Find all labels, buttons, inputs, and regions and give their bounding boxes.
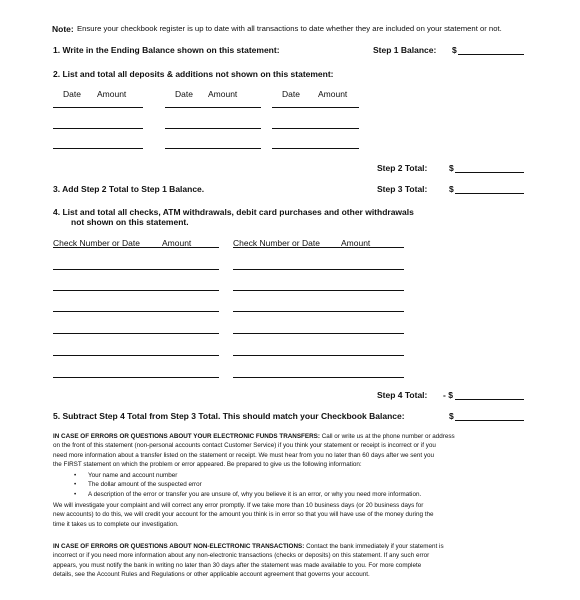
note-text: Ensure your checkbook register is up to date with all transactions to date whether they are included on your statement or not. <box>77 24 502 33</box>
step2-col3-amount: Amount <box>318 89 348 99</box>
step4-col2-check: Check Number or Date <box>233 238 320 248</box>
checkbook-reconciliation-form: Note: Ensure your checkbook register is up to date with all transactions to date whether they are included on your statement or not. 1. Write in the Ending Balance shown on this statement: Step 1 Balance: $ 2. List and total all deposits & additions not shown on this statement: Date Amount Date Amount Date Amount Step 2 Total: $ 3. Add Step 2 Total to Step 1 Balance. Step 3 Total: $ 4. List and total all checks, ATM withdrawals, debit card purchases and other withdrawals not shown on this statement. Check Number or Date Amount Check Number or Date Amount Step 4 Total: - $ 5. Subtract Step 4 Total from Step 3 Total. This should match your Checkbook Balance: $ IN CASE OF ERRORS OR QUESTIONS ABOUT YOUR ELECTRONIC FUNDS TRANSFERS: Call or write us at the phone number or address on the front of this statement (non-personal accounts contact Customer Service) if you think your statement or receipt is incorrect or if you need more information about a transfer listed on the statement or receipt. We must hear from you no later than 60 days after we sent you the FIRST statement on which the problem or error appeared. Be prepared to give us the following information: • Your name and account number • The dollar amount of the suspected error • A description of the error or transfer you are unsure of, why you believe it is an error, or why you need more information. We will investigate your complaint and will correct any error promptly. If we take more than 10 business days (or 20 business days for new accounts) to do this, we will credit your account for the amount you think is in error so that you will have use of the money during the time it takes us to complete our investigation. IN CASE OF ERRORS OR QUESTIONS ABOUT NON-ELECTRONIC TRANSACTIONS: Contact the bank immediately if your statement is incorrect or if you need more information about any non-electronic transactions (checks or deposits) on this statement. If any such error appears, you must notify the bank in writing no later than 30 days after the statement was made available to you. For more complete details, see the Account Rules and Regulations or other applicable account agreement that governs your account. <box>0 0 580 600</box>
withdrawal-entry-field[interactable] <box>233 377 404 378</box>
step2-col2-date: Date <box>175 89 193 99</box>
non-eft-line: details, see the Account Rules and Regulations or other applicable account agreement that governs your account. <box>53 570 370 578</box>
withdrawal-entry-field[interactable] <box>53 311 219 312</box>
step4-col1-header-rule <box>53 247 219 248</box>
step4-total-field[interactable] <box>455 399 524 400</box>
step1-instruction: 1. Write in the Ending Balance shown on this statement: <box>53 45 280 55</box>
step2-col3-date: Date <box>282 89 300 99</box>
eft-after-line: new accounts) to do this, we will credit your account for the amount you think is in error so that you will have use of the money during the <box>53 511 434 519</box>
deposit-entry-field[interactable] <box>165 128 261 129</box>
step5-total-field[interactable] <box>455 420 524 421</box>
withdrawal-entry-field[interactable] <box>53 377 219 378</box>
bullet-icon: • <box>74 481 77 488</box>
bullet-icon: • <box>74 472 77 479</box>
step5-currency: $ <box>449 411 454 421</box>
withdrawal-entry-field[interactable] <box>233 269 404 270</box>
step1-label: Step 1 Balance: <box>373 45 437 55</box>
step2-instruction: 2. List and total all deposits & additions not shown on this statement: <box>53 69 334 79</box>
step2-total-label: Step 2 Total: <box>377 163 428 173</box>
withdrawal-entry-field[interactable] <box>233 290 404 291</box>
step4-currency: - $ <box>443 390 453 400</box>
step4-total-label: Step 4 Total: <box>377 390 428 400</box>
withdrawal-entry-field[interactable] <box>53 355 219 356</box>
step4-instruction: 4. List and total all checks, ATM withdrawals, debit card purchases and other withdrawals <box>53 207 414 217</box>
eft-line: need more information about a transfer listed on the statement or receipt. We must hear from you no later than 60 days after we sent you <box>53 451 435 459</box>
eft-after-line: We will investigate your complaint and will correct any error promptly. If we take more than 10 business days (or 20 business days for <box>53 502 424 509</box>
withdrawal-entry-field[interactable] <box>53 269 219 270</box>
step3-instruction: 3. Add Step 2 Total to Step 1 Balance. <box>53 184 205 194</box>
non-eft-line: incorrect or if you need more information about any non-electronic transactions (checks or deposits) on this statement. If any such error <box>53 552 430 560</box>
note <box>52 24 74 34</box>
eft-line: the FIRST statement on which the problem or error appeared. Be prepared to give us the following information: <box>53 460 362 468</box>
deposit-entry-field[interactable] <box>272 107 359 108</box>
withdrawal-entry-field[interactable] <box>233 355 404 356</box>
bullet-icon: • <box>74 491 77 498</box>
step4-col1-check: Check Number or Date <box>53 238 140 248</box>
non-eft-line: Contact the bank immediately if your statement is <box>306 543 444 550</box>
step2-col2-amount: Amount <box>208 89 238 99</box>
withdrawal-entry-field[interactable] <box>233 333 404 334</box>
step4-instruction-cont: not shown on this statement. <box>71 217 189 227</box>
note-label: Note: <box>52 24 74 34</box>
step2-col1-date: Date <box>63 89 81 99</box>
step3-total-field[interactable] <box>455 193 524 194</box>
step1-currency: $ <box>452 45 457 55</box>
withdrawal-entry-field[interactable] <box>53 290 219 291</box>
eft-investigation <box>53 501 433 529</box>
step2-currency: $ <box>449 163 454 173</box>
eft-heading: IN CASE OF ERRORS OR QUESTIONS ABOUT YOUR ELECTRONIC FUNDS TRANSFERS: <box>53 433 320 440</box>
step2-total-field[interactable] <box>455 172 524 173</box>
non-eft-line: appears, you must notify the bank in writing no later than 30 days after the statement was made available to you. For more complete <box>53 561 422 569</box>
deposit-entry-field[interactable] <box>272 148 359 149</box>
eft-line: Call or write us at the phone number or address <box>321 433 455 440</box>
step3-currency: $ <box>449 184 454 194</box>
deposit-entry-field[interactable] <box>272 128 359 129</box>
non-eft-heading: IN CASE OF ERRORS OR QUESTIONS ABOUT NON-ELECTRONIC TRANSACTIONS: <box>53 543 305 550</box>
eft-after-line: time it takes us to complete our investigation. <box>53 520 179 528</box>
withdrawal-entry-field[interactable] <box>233 311 404 312</box>
deposit-entry-field[interactable] <box>53 148 143 149</box>
non-eft-disclosure <box>53 542 444 579</box>
step5-instruction: 5. Subtract Step 4 Total from Step 3 Total. This should match your Checkbook Balance: <box>53 411 405 421</box>
step1-balance-field[interactable] <box>458 54 524 55</box>
step4-col2-amount: Amount <box>341 238 371 248</box>
deposit-entry-field[interactable] <box>165 107 261 108</box>
eft-disclosure <box>53 432 493 469</box>
withdrawal-entry-field[interactable] <box>53 333 219 334</box>
step4-col2-header-rule <box>233 247 404 248</box>
deposit-entry-field[interactable] <box>165 148 261 149</box>
step2-col1-amount: Amount <box>97 89 127 99</box>
eft-line: on the front of this statement (non-personal accounts contact Customer Service) if you think your statement or receipt is incorrect or if you <box>53 442 436 450</box>
step3-label: Step 3 Total: <box>377 184 428 194</box>
deposit-entry-field[interactable] <box>53 128 143 129</box>
step4-col1-amount: Amount <box>162 238 192 248</box>
deposit-entry-field[interactable] <box>53 107 143 108</box>
